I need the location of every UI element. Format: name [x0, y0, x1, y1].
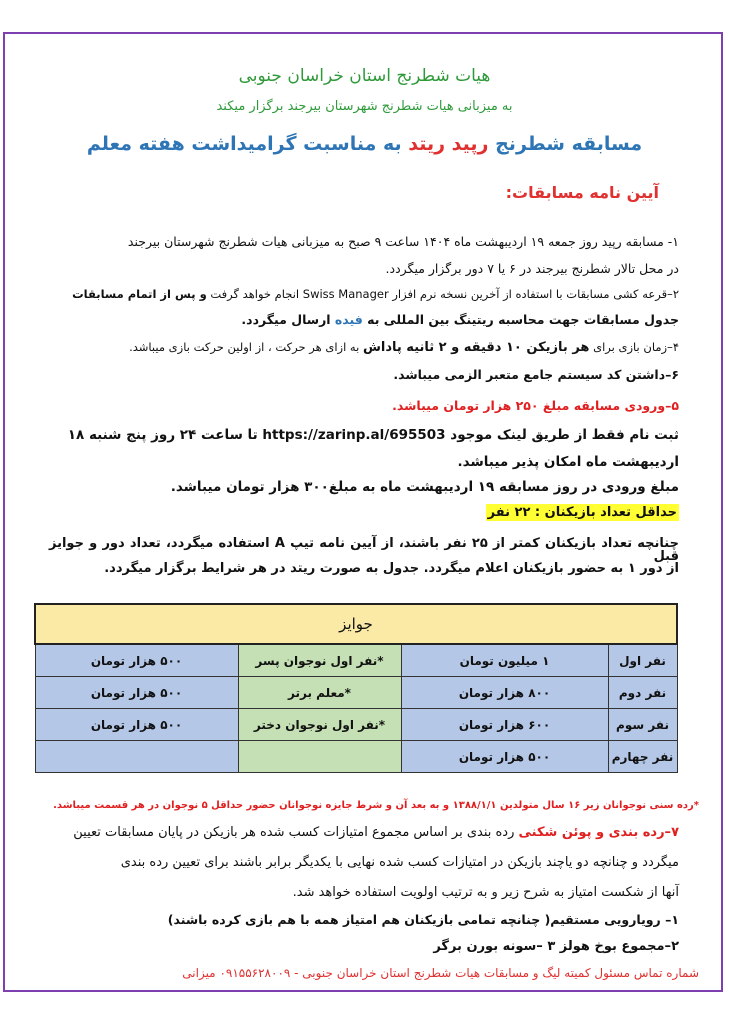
table-row: [35, 709, 677, 741]
table-row: [35, 644, 677, 677]
rule-5: ۵–ورودی مسابقه مبلغ ۲۵۰ هزار تومان میباشد.: [392, 398, 679, 413]
rule-7-line-c: آنها از شکست امتیاز به شرح زیر و به ترتیب اولویت استفاده خواهد شد.: [292, 885, 679, 900]
min-players: حداقل تعداد بازیکنان : ۲۲ نفر: [487, 505, 677, 520]
special-prize-cell: *نفر اول نوجوان پسر: [238, 644, 401, 677]
special-prize-cell: [238, 741, 401, 773]
less-players-line-b: از دور ۱ به حضور بازیکنان اعلام میگردد. جدول به صورت ریتد در هر شرایط برگزار میگردد.: [104, 561, 679, 576]
special-amount-cell: ۵۰۰ هزار تومان: [35, 709, 238, 741]
table-row: [35, 741, 677, 773]
amount-cell: ۶۰۰ هزار تومان: [401, 709, 608, 741]
rank-cell: نفر چهارم: [608, 741, 677, 773]
host-line: به میزبانی هیات شطرنج شهرستان بیرجند برگزار میکند: [216, 99, 513, 114]
rule-2-line-b: جدول مسابقات جهت محاسبه ریتینگ بین المللی به فیده ارسال میگردد.: [241, 312, 679, 327]
special-prize-cell: *نفر اول نوجوان دختر: [238, 709, 401, 741]
prizes-table: [34, 603, 678, 773]
rank-cell: نفر سوم: [608, 709, 677, 741]
amount-cell: ۸۰۰ هزار تومان: [401, 677, 608, 709]
amount-cell: ۱ میلیون تومان: [401, 644, 608, 677]
federation-title: هیات شطرنج استان خراسان جنوبی: [238, 66, 491, 86]
special-amount-cell: ۵۰۰ هزار تومان: [35, 644, 238, 677]
rank-cell: نفر دوم: [608, 677, 677, 709]
prizes-title: جوایز: [35, 604, 677, 644]
rule-1-line-b: در محل تالار شطرنج بیرجند در ۶ یا ۷ دور برگزار میگردد.: [385, 261, 679, 276]
rule-2-line-a: ۲–قرعه کشی مسابقات با استفاده از آخرین نسخه نرم افزار Swiss Manager انجام خواهد گرفت و پس از اتمام مسابقات: [72, 287, 679, 301]
contact-line: شماره تماس مسئول کمیته لیگ و مسابقات هیات شطرنج استان خراسان جنوبی - ۰۹۱۵۵۶۲۸۰۰۹ میزانی: [182, 966, 699, 980]
rule-6: ۶–داشتن کد سیستم جامع متعبر الزمی میباشد.: [393, 367, 679, 382]
rule-4: ۴–زمان بازی برای هر بازیکن ۱۰ دقیقه و ۲ ثانیه پاداش به ازای هر حرکت ، از اولین حرکت بازی میباشد.: [129, 340, 679, 355]
special-amount-cell: [35, 741, 238, 773]
special-amount-cell: ۵۰۰ هزار تومان: [35, 677, 238, 709]
tiebreak-2-3: ۲–مجموع بوخ هولز ۳ –سونه بورن برگر: [433, 939, 679, 954]
rule-7-line-b: میگردد و چنانچه دو یاچند بازیکن در امتیازات کسب شده نهایی با یکدیگر برابر باشند برای تعیین رده بندی: [120, 855, 679, 870]
amount-cell: ۵۰۰ هزار تومان: [401, 741, 608, 773]
registration-line-b: اردیبهشت ماه امکان پذیر میباشد.: [457, 454, 679, 470]
age-note: *رده سنی نوجوانان زیر ۱۶ سال متولدین ۱۳۸۸/۱/۱ و به بعد آن و شرط جایزه نوجوانان حضور حداقل ۵ نوجوان در هر قسمت میباشد.: [53, 800, 699, 811]
tiebreak-1: ۱– رویارویی مستقیم( چنانچه تمامی بازیکنان هم امتیاز همه با هم بازی کرده باشند): [167, 912, 679, 927]
event-title: مسابقه شطرنج رپید ریتد به مناسبت گرامیداشت هفته معلم: [86, 133, 643, 155]
rules-heading: آیین نامه مسابقات:: [505, 183, 659, 202]
rank-cell: نفر اول: [608, 644, 677, 677]
special-prize-cell: *معلم برتر: [238, 677, 401, 709]
rule-1-line-a: ۱- مسابقه رپید روز جمعه ۱۹ اردیبهشت ماه ۱۴۰۴ ساعت ۹ صبح به میزبانی هیات شطرنج شهرستان بیرجند: [127, 234, 679, 249]
table-row: [35, 677, 677, 709]
registration-line-a: ثبت نام فقط از طریق لینک موجود https://zarinp.al/695503 تا ساعت ۲۴ روز پنج شنبه ۱۸: [67, 427, 679, 443]
rule-7-line-a: ۷–رده بندی و پوئن شکنی رده بندی بر اساس مجموع امتیازات کسب شده هر بازیکن در پایان مسابقات تعیین: [73, 825, 679, 840]
entry-fee-day: مبلغ ورودی در روز مسابقه ۱۹ اردیبهشت ماه به مبلغ۳۰۰ هزار تومان میباشد.: [170, 479, 679, 495]
less-players-line-a: چنانچه تعداد بازیکنان کمتر از ۲۵ نفر باشند، از آیین نامه تیپ A استفاده میگردد، تعداد دور و جوایز قبل: [49, 536, 679, 564]
